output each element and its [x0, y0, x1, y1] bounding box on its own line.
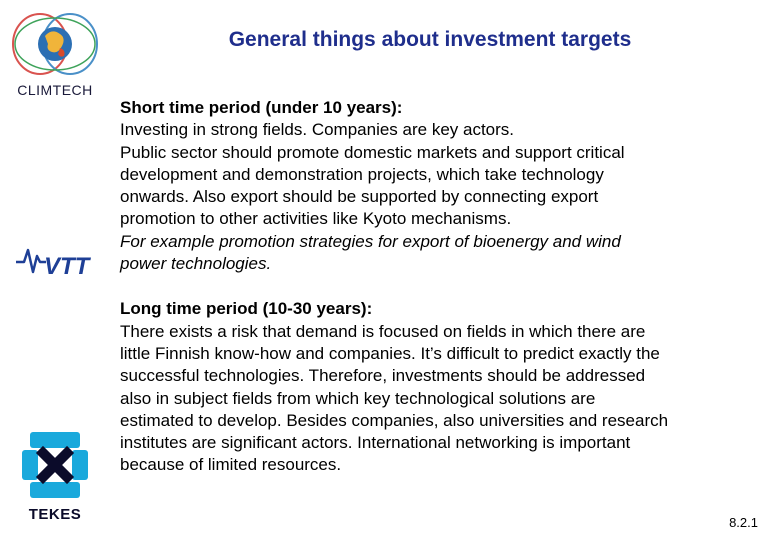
example-line: power technologies.: [120, 254, 272, 274]
vtt-logo-text: VTT: [44, 253, 90, 280]
body-line: estimated to develop. Besides companies, also universities and research: [120, 410, 669, 430]
tekes-logo-text: TEKES: [28, 506, 82, 523]
climtech-logo-text: CLIMTECH: [17, 82, 93, 98]
body-line: little Finnish know-how and companies. It’s difficult to predict exactly the: [120, 343, 660, 363]
section-heading: Long time period (10-30 years):: [120, 299, 373, 319]
body-line: promotion to other activities like Kyoto mechanisms.: [120, 209, 512, 229]
climtech-globe-logo: [8, 8, 102, 80]
body-line: development and demonstration projects, which take technology: [120, 164, 604, 184]
body-line: because of limited resources.: [120, 455, 342, 475]
example-line: For example promotion strategies for export of bioenergy and wind: [120, 231, 621, 251]
body-line: successful technologies. Therefore, investments should be addressed: [120, 366, 646, 386]
body-line: There exists a risk that demand is focused on fields in which there are: [120, 321, 646, 341]
slide-body: [120, 97, 772, 477]
body-line: Public sector should promote domestic markets and support critical: [120, 142, 625, 162]
logo-sidebar: [0, 0, 110, 540]
page-title: General things about investment targets: [228, 28, 632, 51]
section-heading: Short time period (under 10 years):: [120, 98, 403, 117]
slide-number: 8.2.1: [729, 515, 758, 530]
body-line: Investing in strong fields. Companies are key actors.: [120, 120, 515, 140]
body-line: institutes are significant actors. International networking is important: [120, 433, 631, 453]
long-term-section: [120, 298, 772, 476]
body-line: also in subject fields from which key technological solutions are: [120, 388, 596, 408]
body-line: onwards. Also export should be supported by connecting export: [120, 187, 599, 207]
vtt-logo: [10, 240, 102, 282]
short-term-section: [120, 97, 772, 275]
tekes-snowflake-logo: [22, 428, 88, 502]
